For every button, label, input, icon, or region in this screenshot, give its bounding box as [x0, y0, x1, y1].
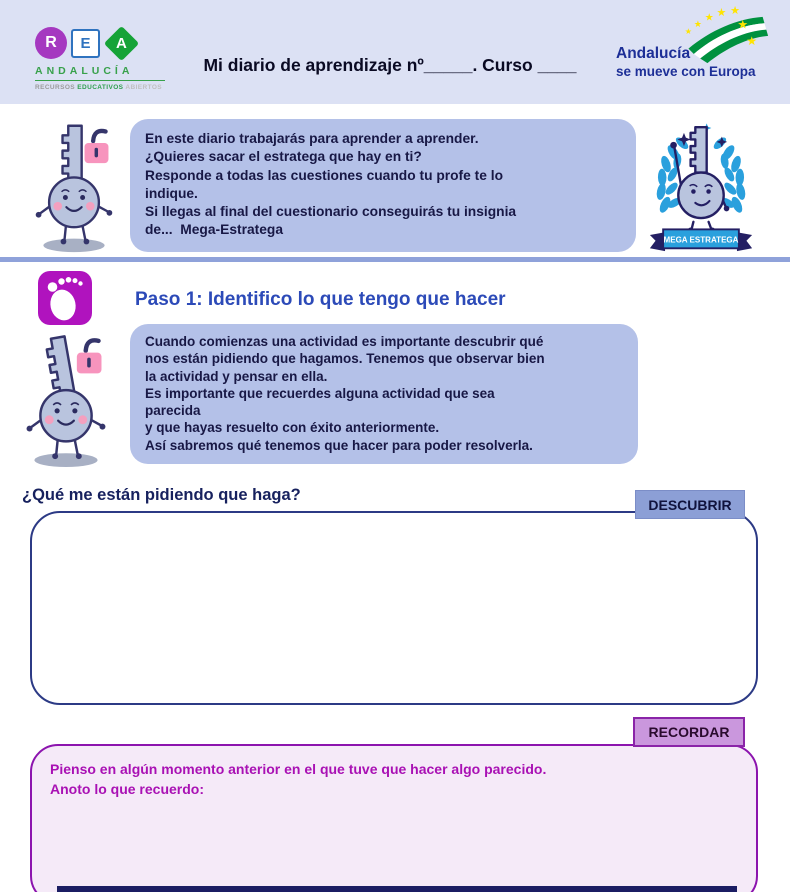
- next-section-edge: [57, 886, 737, 892]
- rea-a-letter: A: [116, 34, 127, 52]
- padlock-icon: [85, 131, 109, 163]
- descubrir-tag: DESCUBRIR: [635, 490, 745, 519]
- page-title: Mi diario de aprendizaje nº_____. Curso ____: [203, 55, 577, 75]
- intro-line: Responde a todas las cuestiones cuando tu profe te lo: [145, 167, 504, 183]
- step1-line: Así sabremos qué tenemos que hacer para poder resolverla.: [145, 437, 533, 453]
- svg-text:★: ★: [684, 27, 693, 37]
- junta-logo-line2: se mueve con Europa: [616, 63, 756, 79]
- intro-text-box: [130, 119, 636, 252]
- rea-logo-name: ANDALUCÍA: [35, 60, 165, 81]
- rea-tagline-3: ABIERTOS: [125, 83, 163, 91]
- padlock-icon: [77, 340, 102, 373]
- svg-text:★: ★: [716, 6, 727, 19]
- footprint-icon: [38, 271, 92, 325]
- svg-text:★: ★: [693, 18, 702, 29]
- step1-line: nos están pidiendo que hagamos. Tenemos que observar bien: [145, 351, 545, 367]
- recordar-tag: RECORDAR: [633, 717, 745, 747]
- step1-line: la actividad y pensar en ella.: [145, 368, 328, 384]
- rea-logo-shapes: [35, 26, 165, 60]
- intro-line: En este diario trabajarás para aprender a aprender.: [145, 131, 479, 146]
- question-label: ¿Qué me están pidiendo que haga?: [22, 486, 301, 504]
- rea-e-square-icon: E: [71, 29, 100, 58]
- svg-text:★: ★: [730, 6, 740, 18]
- rea-r-circle-icon: R: [35, 27, 67, 59]
- discover-answer-area[interactable]: [30, 511, 758, 705]
- step1-line: Cuando comienzas una actividad es importante descubrir qué: [145, 334, 544, 349]
- header-band: [0, 0, 790, 104]
- intro-line: ¿Quieres sacar el estratega que hay en ti?: [145, 149, 422, 165]
- rea-tagline-2: EDUCATIVOS: [77, 83, 124, 91]
- rea-logo-tagline: [35, 84, 165, 91]
- rea-logo: [35, 26, 165, 91]
- svg-text:★: ★: [704, 12, 714, 24]
- svg-text:★: ★: [746, 34, 757, 48]
- intro-line: Si llegas al final del cuestionario conseguirás tu insignia: [145, 204, 517, 220]
- recall-prompt-line1: Pienso en algún momento anterior en el que tuve que hacer algo parecido.: [50, 761, 547, 777]
- rea-tagline-1: RECURSOS: [35, 83, 76, 91]
- junta-logo-line1: Andalucía: [616, 45, 691, 62]
- step1-line: Es importante que recuerdes alguna actividad que sea: [145, 385, 495, 401]
- key-mascot-icon: [26, 120, 122, 254]
- rea-a-diamond-icon: [104, 25, 139, 60]
- junta-logo-text: [616, 45, 756, 80]
- step1-text-box: [130, 324, 638, 464]
- step1-line: y que hayas resuelto con éxito anteriormente.: [145, 420, 440, 436]
- key-mascot-icon: [16, 331, 116, 469]
- step1-heading: Paso 1: Identifico lo que tengo que hacer: [135, 289, 506, 310]
- intro-line: indique.: [145, 185, 198, 201]
- intro-line: de... Mega-Estratega: [145, 222, 284, 238]
- badge-label: MEGA ESTRATEGA: [663, 235, 739, 245]
- recall-answer-area[interactable]: [30, 744, 758, 892]
- mega-estratega-badge: [648, 110, 754, 256]
- section-divider: [0, 257, 790, 262]
- recall-prompt-line2: Anoto lo que recuerdo:: [50, 781, 204, 797]
- step1-line: parecida: [145, 403, 201, 419]
- svg-text:★: ★: [737, 18, 748, 32]
